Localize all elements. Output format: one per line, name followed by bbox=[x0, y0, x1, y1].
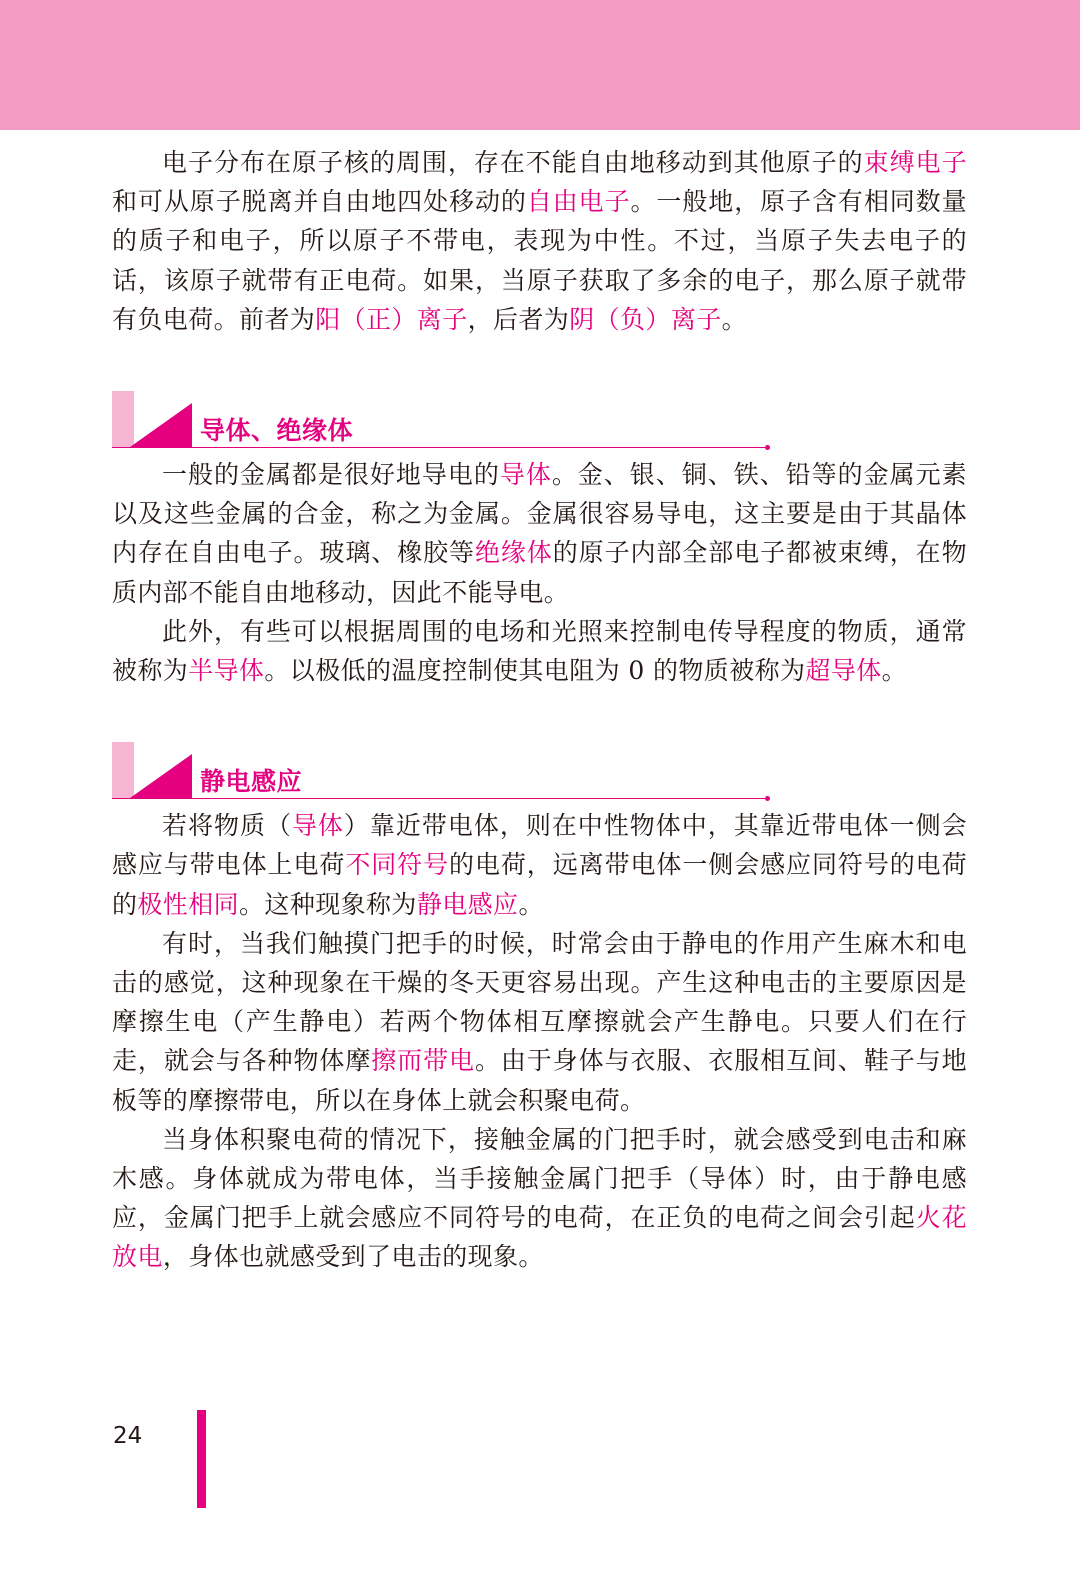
term-superconductor: 超导体 bbox=[805, 656, 882, 686]
term-electrostatic-induction: 静电感应 bbox=[416, 889, 519, 919]
section-heading-conductor: 导体、绝缘体 bbox=[200, 416, 354, 446]
term-conductor-inline: 导体 bbox=[291, 811, 344, 841]
term-insulator: 绝缘体 bbox=[474, 538, 553, 568]
section-header-conductor bbox=[112, 391, 967, 463]
heading-underline-end bbox=[765, 796, 770, 801]
header-band bbox=[0, 0, 1080, 130]
page-number: 24 bbox=[113, 1423, 143, 1449]
term-conductor: 导体 bbox=[499, 460, 552, 490]
induction-paragraph-1: 若将物质（导体）靠近带电体，则在中性物体中，其靠近带电体一侧会感应与带电体上电荷不同符号的电荷，远离带电体一侧会感应同符号的电荷的极性相同。这种现象称为静电感应。 bbox=[112, 811, 967, 919]
induction-paragraph-3: 当身体积聚电荷的情况下，接触金属的门把手时，就会感受到电击和麻木感。身体就成为带电体，当手接触金属门把手（导体）时，由于静电感应，金属门把手上就会感应不同符号的电荷，在正负的电荷之间会引起火花放电，身体也就感受到了电击的现象。 bbox=[112, 1124, 967, 1272]
term-friction-charging: 擦而带电 bbox=[371, 1046, 475, 1076]
term-anion: 阴（负）离子 bbox=[569, 304, 722, 334]
conductor-paragraph-1: 一般的金属都是很好地导电的导体。金、银、铜、铁、铅等的金属元素以及这些金属的合金，称之为金属。金属很容易导电，这主要是由于其晶体内存在自由电子。玻璃、橡胶等绝缘体的原子内部全部电子都被束缚，在物质内部不能自由地移动，因此不能导电。 bbox=[112, 460, 968, 607]
term-same-polarity: 极性相同 bbox=[137, 889, 240, 919]
term-bound-electron: 束缚电子 bbox=[863, 148, 967, 177]
page-number-bar bbox=[197, 1410, 206, 1508]
heading-underline bbox=[112, 798, 767, 799]
heading-underline-end bbox=[765, 445, 770, 450]
induction-paragraph-2: 有时，当我们触摸门把手的时候，时常会由于静电的作用产生麻木和电击的感觉，这种现象在干燥的冬天更容易出现。产生这种电击的主要原因是摩擦生电（产生静电）若两个物体相互摩擦就会产生静电。只要人们在行走，就会与各种物体摩擦而带电。由于身体与衣服、衣服相互间、鞋子与地板等的摩擦带电，所以在身体上就会积聚电荷。 bbox=[112, 928, 967, 1115]
heading-marker-triangle bbox=[130, 754, 192, 798]
section-heading-induction: 静电感应 bbox=[200, 767, 303, 797]
term-free-electron: 自由电子 bbox=[526, 187, 631, 217]
section-header-induction bbox=[112, 742, 967, 814]
conductor-paragraph-2: 此外，有些可以根据周围的电场和光照来控制电传导程度的物质，通常被称为半导体。以极低的温度控制使其电阻为 0 的物质被称为超导体。 bbox=[112, 616, 967, 686]
intro-paragraph: 电子分布在原子核的周围，存在不能自由地移动到其他原子的束缚电子和可从原子脱离并自由地四处移动的自由电子。一般地，原子含有相同数量的质子和电子，所以原子不带电，表现为中性。不过，当原子失去电子的话，该原子就带有正电荷。如果，当原子获取了多余的电子，那么原子就带有负电荷。前者为阳（正）离子，后者为阴（负）离子。 bbox=[112, 148, 967, 334]
heading-underline bbox=[112, 447, 767, 448]
term-spark-discharge: 火花放电 bbox=[112, 1203, 967, 1272]
heading-marker-triangle bbox=[130, 403, 192, 447]
term-semiconductor: 半导体 bbox=[188, 656, 265, 686]
term-opposite-sign: 不同符号 bbox=[345, 850, 450, 880]
term-cation: 阳（正）离子 bbox=[315, 304, 468, 334]
page-content bbox=[112, 143, 967, 1277]
